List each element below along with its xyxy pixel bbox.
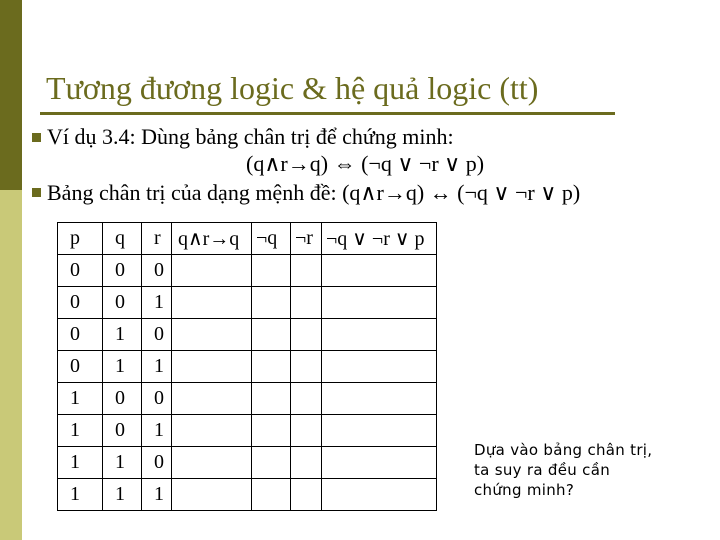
table-cell: 0 [142,447,172,479]
table-header-cell: p [58,223,103,255]
table-cell: 1 [103,351,142,383]
table-header-cell: ¬q [252,223,291,255]
table-cell [252,319,291,351]
table-row [58,351,437,383]
table-cell [322,351,437,383]
slide-title: Tương đương logic & hệ quả logic (tt) [46,70,539,106]
table-cell [291,383,322,415]
table-row [58,255,437,287]
table-cell [252,287,291,319]
decor-bar-light [0,190,22,540]
table-cell: 1 [142,287,172,319]
table-header-cell: q∧r→q [172,223,252,255]
table-row [58,479,437,511]
table-cell [252,447,291,479]
table-row [58,415,437,447]
table-cell [172,319,252,351]
table-row [58,447,437,479]
table-cell [322,255,437,287]
table-cell [322,383,437,415]
table-cell [172,351,252,383]
table-cell [172,479,252,511]
table-cell [322,479,437,511]
table-cell: 0 [58,351,103,383]
table-cell [322,415,437,447]
table-cell: 1 [142,479,172,511]
table-cell: 0 [142,383,172,415]
table-cell [172,447,252,479]
table-cell [172,287,252,319]
table-cell [172,255,252,287]
table-cell [172,415,252,447]
table-cell: 1 [103,447,142,479]
table-cell [252,415,291,447]
table-cell: 0 [58,255,103,287]
note-line: Dựa vào bảng chân trị, [474,441,653,459]
table-cell [322,287,437,319]
table-header-cell: r [142,223,172,255]
table-cell [291,447,322,479]
table-cell [291,255,322,287]
table-cell [172,383,252,415]
table-cell [291,351,322,383]
table-cell: 1 [58,447,103,479]
table-cell [252,255,291,287]
table-cell [252,383,291,415]
bullet-square-icon [32,133,41,142]
table-header-row [58,223,437,255]
table-cell: 1 [103,319,142,351]
table-cell: 0 [142,319,172,351]
table-cell [252,351,291,383]
table-cell: 1 [103,479,142,511]
example-line: Ví dụ 3.4: Dùng bảng chân trị để chứng minh: [47,124,454,149]
table-cell [291,415,322,447]
table-cell: 0 [142,255,172,287]
table-cell [322,319,437,351]
table-cell [252,479,291,511]
table-cell: 1 [58,415,103,447]
table-row [58,319,437,351]
table-cell: 0 [58,287,103,319]
table-cell: 0 [103,255,142,287]
table-cell: 0 [58,319,103,351]
table-cell: 1 [58,479,103,511]
table-cell [291,287,322,319]
table-header-cell: ¬r [291,223,322,255]
table-cell [291,319,322,351]
table-cell: 0 [103,415,142,447]
note-line: ta suy ra đều cần [474,461,611,479]
table-cell: 0 [103,383,142,415]
bullet-square-icon [32,188,41,197]
table-cell: 1 [58,383,103,415]
table-header-cell: ¬q ∨ ¬r ∨ p [322,223,437,255]
table-header-cell: q [103,223,142,255]
table-row [58,287,437,319]
note-text [474,440,704,500]
table-cell [291,479,322,511]
formula-line: (q∧r→q) ⇔ (¬q ∨ ¬r ∨ p) [246,151,485,176]
table-row [58,383,437,415]
table-caption: Bảng chân trị của dạng mệnh đề: (q∧r→q) ↔ (¬q ∨ ¬r ∨ p) [47,180,581,205]
table-cell [322,447,437,479]
table-cell: 0 [103,287,142,319]
table-cell: 1 [142,351,172,383]
table-cell: 1 [142,415,172,447]
truth-table [57,222,437,511]
decor-bar-dark [0,0,22,190]
title-underline [40,112,615,115]
note-line: chứng minh? [474,481,575,499]
